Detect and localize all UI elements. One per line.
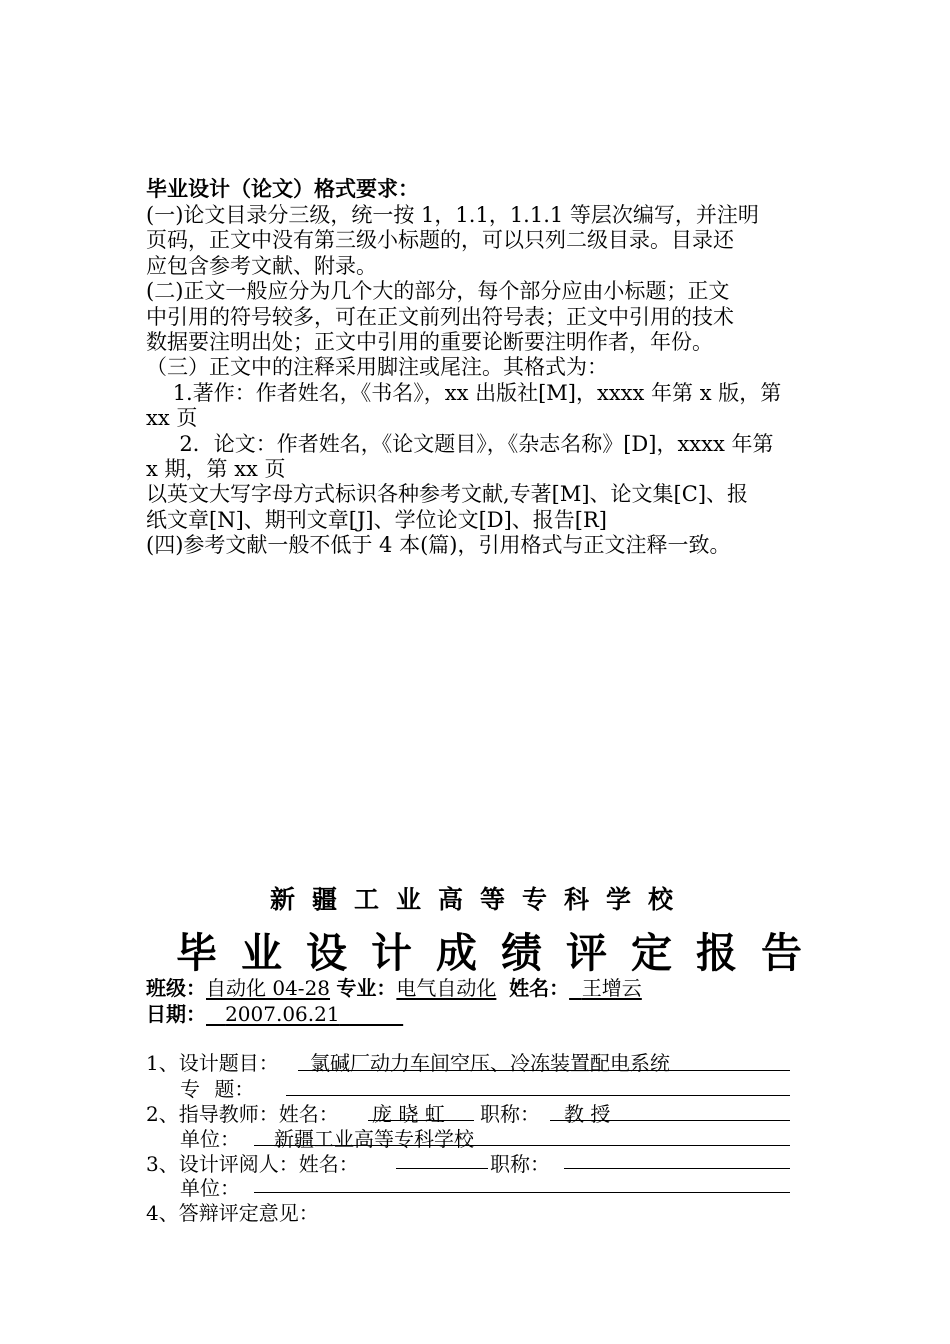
advisor-title-underline bbox=[550, 1120, 790, 1121]
requirement-line: (四)参考文献一般不低于 4 本(篇)，引用格式与正文注释一致。 bbox=[146, 533, 731, 558]
advisor-title: 教 授 bbox=[564, 1102, 611, 1126]
requirement-line: （三）正文中的注释采用脚注或尾注。其格式为： bbox=[146, 355, 608, 380]
reviewer-name-underline bbox=[396, 1168, 488, 1169]
topic-underline bbox=[286, 1095, 790, 1096]
requirement-line: 应包含参考文献、附录。 bbox=[146, 253, 377, 278]
requirement-line: 纸文章[N]、期刊文章[J]、学位论文[D]、报告[R] bbox=[146, 507, 607, 532]
requirement-line: 1.著作：作者姓名，《书名》，xx 出版社[M]，xxxx 年第 x 版，第 bbox=[146, 380, 782, 405]
item3-label: 3、设计评阅人：姓名： bbox=[146, 1152, 359, 1176]
advisor-unit-underline bbox=[254, 1145, 790, 1146]
major-label: 专业： bbox=[336, 976, 397, 1000]
requirement-line: x 期，第 xx 页 bbox=[146, 457, 286, 481]
item1-underline bbox=[298, 1070, 790, 1071]
requirements-heading: 毕业设计（论文）格式要求： bbox=[146, 177, 419, 201]
date-label: 日期： bbox=[146, 1002, 206, 1026]
requirement-line: (二)正文一般应分为几个大的部分，每个部分应由小标题；正文 bbox=[146, 279, 730, 304]
requirement-line: (一)论文目录分三级，统一按 1，1.1，1.1.1 等层次编写，并注明 bbox=[146, 203, 759, 227]
advisor-unit: 新疆工业高等专科学校 bbox=[274, 1127, 474, 1151]
report-title: 毕业设计成绩评定报告 bbox=[176, 929, 826, 977]
reviewer-title-label: 职称： bbox=[490, 1152, 550, 1176]
reviewer-unit-label: 单位： bbox=[180, 1176, 240, 1200]
requirement-line: xx 页 bbox=[146, 406, 198, 431]
requirement-line: 2．论文：作者姓名，《论文题目》，《杂志名称》[D]，xxxx 年第 bbox=[146, 431, 774, 456]
name-value: 王增云 bbox=[581, 976, 642, 1000]
item1-label: 1、设计题目： bbox=[146, 1051, 279, 1075]
date-row bbox=[146, 998, 403, 1027]
item2-label: 2、指导教师：姓名： bbox=[146, 1102, 339, 1126]
class-value: 自动化 04-28 bbox=[206, 976, 331, 1000]
advisor-name: 庞 晓 虹 bbox=[372, 1102, 445, 1126]
school-name: 新疆工业高等专科学校 bbox=[270, 885, 691, 914]
item4-label: 4、答辩评定意见： bbox=[146, 1201, 319, 1225]
reviewer-unit-underline bbox=[254, 1192, 790, 1193]
requirement-line: 以英文大写字母方式标识各种参考文献,专著[M]、论文集[C]、报 bbox=[146, 482, 749, 507]
reviewer-title-underline bbox=[564, 1168, 790, 1169]
advisor-name-underline bbox=[368, 1120, 474, 1121]
advisor-title-label: 职称： bbox=[480, 1102, 540, 1126]
requirement-line: 页码，正文中没有第三级小标题的，可以只列二级目录。目录还 bbox=[146, 228, 734, 253]
topic-label: 专 题： bbox=[180, 1077, 255, 1101]
advisor-unit-label: 单位： bbox=[180, 1127, 240, 1151]
item1-value: 氯碱厂动力车间空压、冷冻装置配电系统 bbox=[310, 1051, 670, 1075]
date-value: 2007.06.21 bbox=[225, 1002, 340, 1026]
major-value: 电气自动化 bbox=[396, 976, 497, 1000]
name-label: 姓名： bbox=[509, 976, 570, 1000]
requirement-line: 数据要注明出处；正文中引用的重要论断要注明作者，年份。 bbox=[146, 330, 713, 354]
info-row bbox=[146, 972, 642, 1001]
class-label: 班级： bbox=[146, 976, 206, 1000]
requirement-line: 中引用的符号较多，可在正文前列出符号表；正文中引用的技术 bbox=[146, 304, 734, 329]
